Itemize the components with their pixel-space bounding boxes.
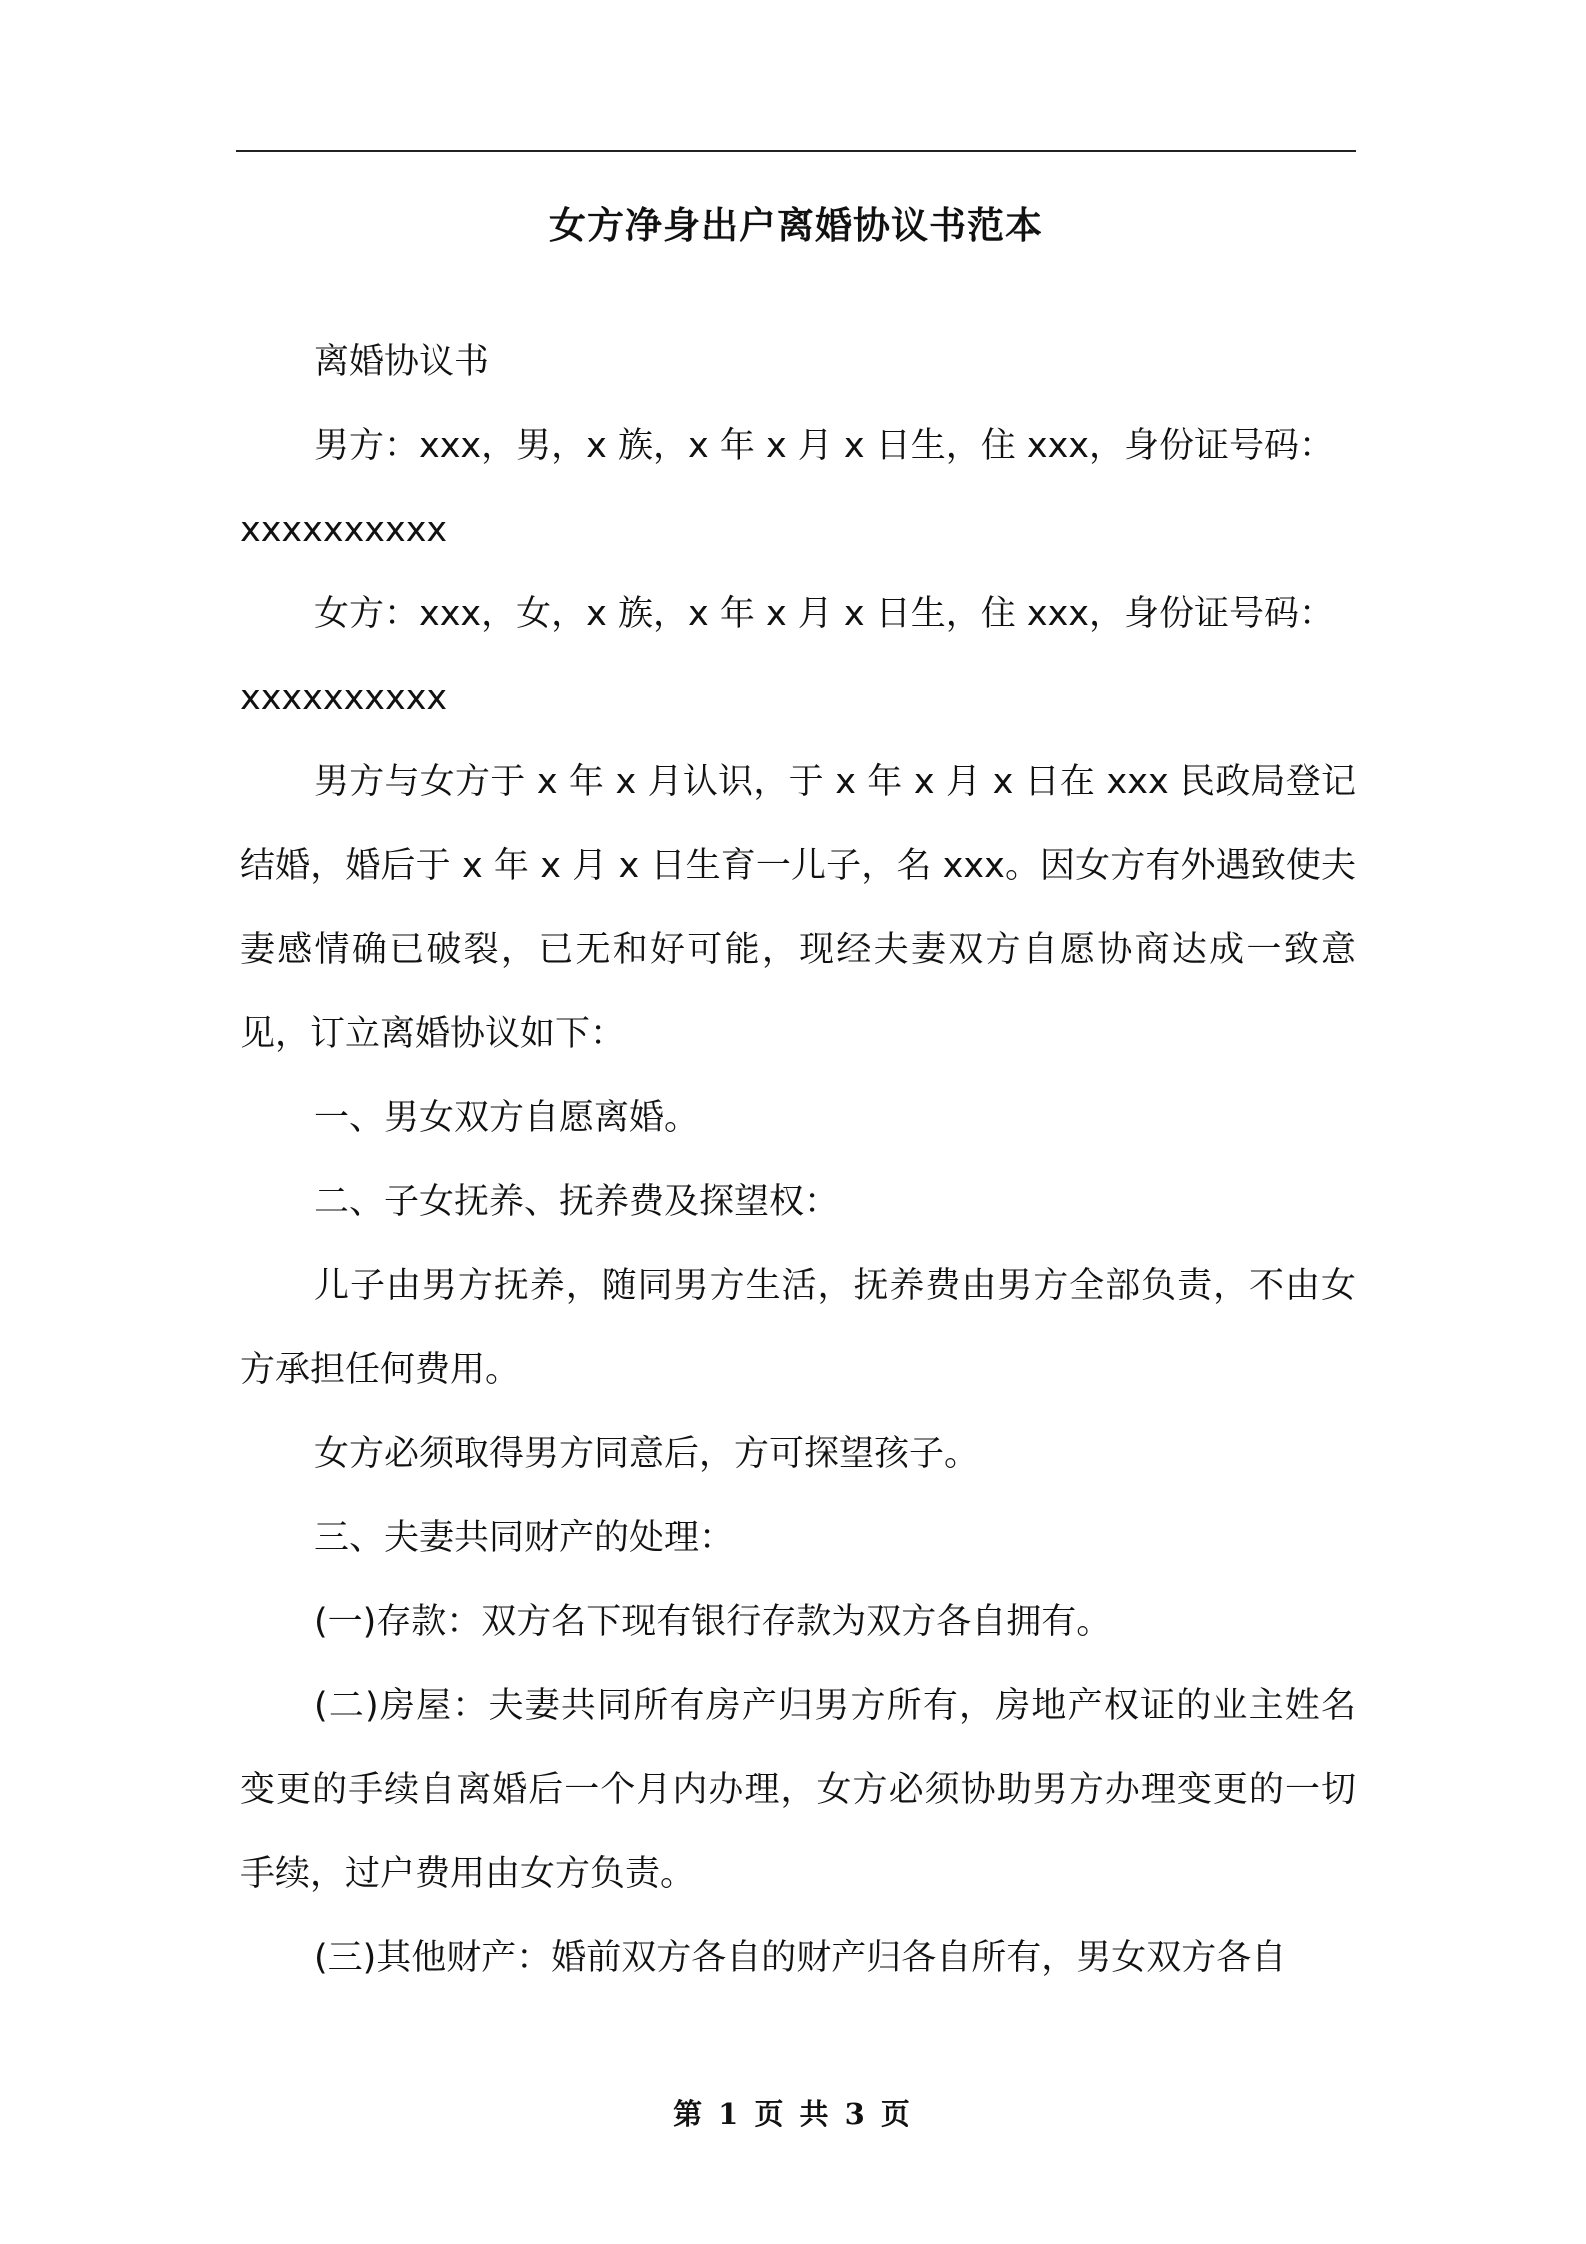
paragraph: 男方与女方于 x 年 x 月认识，于 x 年 x 月 x 日在 xxx 民政局登记结婚，婚后于 x 年 x 月 x 日生育一儿子，名 xxx。因女方有外遇致使夫妻感情确已破裂，已无和好可能，现经夫妻双方自愿协商达成一致意见，订立离婚协议如下： <box>240 762 1356 1054</box>
paragraph: (二)房屋：夫妻共同所有房产归男方所有，房地产权证的业主姓名变更的手续自离婚后一个月内办理，女方必须协助男方办理变更的一切手续，过户费用由女方负责。 <box>240 1686 1356 1894</box>
document-body <box>240 320 1356 2000</box>
document-title: 女方净身出户离婚协议书范本 <box>549 204 1043 247</box>
paragraph: 女方必须取得男方同意后，方可探望孩子。 <box>314 1434 980 1474</box>
paragraph: 三、夫妻共同财产的处理： <box>314 1518 735 1558</box>
paragraph: xxxxxxxxxx <box>240 678 448 718</box>
paragraph: 儿子由男方抚养，随同男方生活，抚养费由男方全部负责，不由女方承担任何费用。 <box>240 1266 1356 1390</box>
paragraph: 一、男女双方自愿离婚。 <box>314 1098 700 1138</box>
paragraph: (一)存款：双方名下现有银行存款为双方各自拥有。 <box>314 1602 1112 1642</box>
header-rule <box>236 150 1356 152</box>
paragraph: 二、子女抚养、抚养费及探望权： <box>314 1182 840 1222</box>
paragraph: xxxxxxxxxx <box>240 510 448 550</box>
paragraph: (三)其他财产：婚前双方各自的财产归各自所有，男女双方各自 <box>314 1938 1287 1978</box>
paragraph: 离婚协议书 <box>314 342 490 382</box>
paragraph: 男方：xxx，男，x 族，x 年 x 月 x 日生，住 xxx，身份证号码： <box>314 426 1335 466</box>
page-footer: 第 1 页 共 3 页 <box>673 2097 913 2131</box>
paragraph: 女方：xxx，女，x 族，x 年 x 月 x 日生，住 xxx，身份证号码： <box>314 594 1335 634</box>
